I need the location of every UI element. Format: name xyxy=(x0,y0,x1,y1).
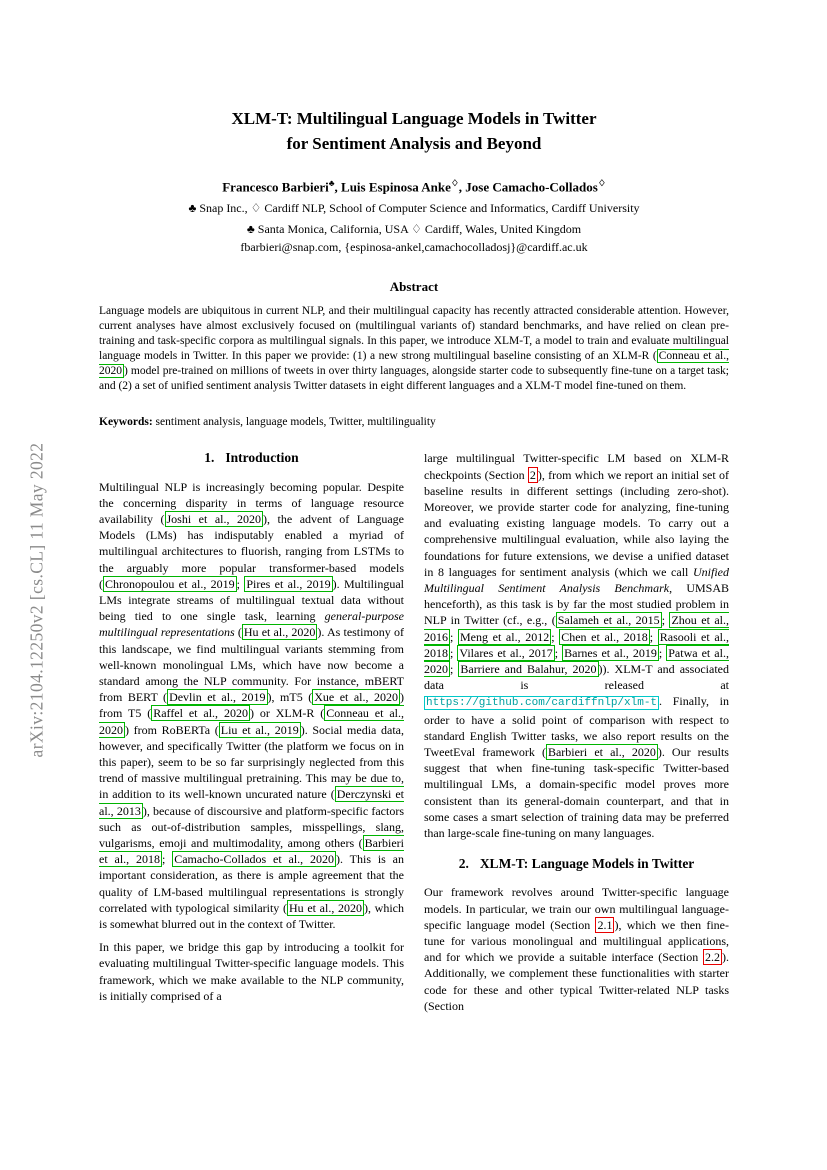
text-run: ♣ xyxy=(188,201,197,216)
external-url-link[interactable]: https://github.com/cardiffnlp/xlm-t xyxy=(426,697,658,710)
section-1-heading xyxy=(99,450,404,466)
text-run: ). Multilingual LMs integrate streams of multilingual textual data without being tied to one single task, learning xyxy=(99,576,404,624)
text-run: ). Additionally, we complement these functionalities with starter code for these and other typical Twitter-related NLP tasks (Section xyxy=(424,950,729,1013)
text-run: ♢ xyxy=(411,222,422,237)
citation-link[interactable]: Camacho-Collados et al., 2020 xyxy=(174,852,335,867)
author-affiliation-mark: ♢ xyxy=(597,178,606,188)
text-run: ; xyxy=(162,852,173,867)
text-run: . Finally, in order to have a solid point of comparison with respect to standard English Twitter tasks, we also report results on the TweetEval framework ( xyxy=(424,694,729,759)
text-run: , UMSAB henceforth), as this task is by far the most studied problem in NLP in Twitter (cf., e.g., ( xyxy=(424,580,729,628)
author-emails: fbarbieri@snap.com, {espinosa-ankel,camachocolladosj}@cardiff.ac.uk xyxy=(240,240,588,255)
text-run: Snap Inc., xyxy=(196,201,251,216)
text-run: )). XLM-T and associated data is released at xyxy=(424,661,729,693)
text-run: ) from RoBERTa ( xyxy=(125,722,219,737)
citation-link[interactable]: Chronopoulou et al., 2019 xyxy=(105,576,235,591)
text-run: Our framework revolves around Twitter-specific language models. In particular, we train our own multilingual language-specific language model (Section xyxy=(424,885,729,932)
text-run: ). As testimony of this landscape, we find multilingual variants stemming from well-known monolingual LMs, which have now become a standard among the NLP community. For instance, mBERT from BERT ( xyxy=(99,625,404,705)
citation-link[interactable]: Pires et al., 2019 xyxy=(246,576,331,591)
left-column xyxy=(99,450,404,1021)
citation-link[interactable]: Barnes et al., 2019 xyxy=(564,645,657,660)
citation-link[interactable]: Liu et al., 2019 xyxy=(220,722,299,737)
text-run: ; xyxy=(658,645,667,660)
two-column-body xyxy=(99,450,729,1021)
text-run: ; xyxy=(450,645,458,660)
title-line-1: XLM-T: Multilingual Language Models in Twitter xyxy=(231,109,597,128)
abstract-text xyxy=(99,304,729,394)
text-run: Santa Monica, California, USA xyxy=(254,222,412,237)
section-1-title: Introduction xyxy=(225,450,299,466)
text-run: In this paper, we bridge this gap by introducing a toolkit for evaluating multilingual Twitter-specific language models. This framework, which we make available to the NLP community, is initially comprised of a xyxy=(99,940,404,1003)
section-2-number: 2. xyxy=(458,856,469,872)
text-run: ), because of discoursive and platform-specific factors such as out-of-distribution samples, misspellings, slang, vulgarisms, emoji and multimodality, among others ( xyxy=(99,803,404,850)
citation-link[interactable]: Barbieri et al., 2018 xyxy=(99,836,404,867)
text-run: ♣ xyxy=(246,222,255,237)
text-run: large multilingual Twitter-specific LM based on XLM-R checkpoints (Section xyxy=(424,451,729,482)
author-affiliation-mark: ♣ xyxy=(328,178,335,188)
section-ref-link[interactable]: 2.1 xyxy=(597,917,613,932)
keywords-text: sentiment analysis, language models, Twitter, multilinguality xyxy=(152,416,436,429)
text-run: ; xyxy=(661,613,670,628)
authors-line xyxy=(99,178,729,195)
emphasized-text: general-purpose multilingual representations xyxy=(99,609,404,640)
abstract-heading: Abstract xyxy=(389,279,439,295)
emphasized-text: Unified Multilingual Sentiment Analysis Benchmark xyxy=(424,564,729,595)
citation-link[interactable]: Rasooli et al., 2018 xyxy=(424,629,730,660)
paper-content xyxy=(99,0,729,1021)
text-run: Francesco Barbieri xyxy=(222,179,329,195)
text-run: ; xyxy=(236,576,245,591)
text-run: ), from which we report an initial set of baseline results in different settings (including zero-shot). Moreover, we provide starter code for analyzing, fine-tuning and evaluating existing language models. To carry out a comprehensive multilingual evaluation, while also laying the foundations for future extensions, we devise a unified dataset in 8 languages for sentiment analysis (which we call xyxy=(424,467,729,579)
text-run: ), which is somewhat blurred out in the context of Twitter. xyxy=(99,900,404,932)
citation-link[interactable]: Devlin et al., 2019 xyxy=(169,690,266,705)
citation-link[interactable]: Joshi et al., 2020 xyxy=(166,511,262,526)
text-run: ). This is an important consideration, as there is ample agreement that the quality of LM-based multilingual representations is strongly correlated with typological similarity ( xyxy=(99,852,404,915)
text-run: Cardiff, Wales, United Kingdom xyxy=(421,222,582,237)
text-run: ) model pre-trained on millions of tweets in over thirty languages, alongside starter code to subsequently fine-tune on a target task; and (2) a set of unified sentiment analysis Twitter datasets in eight different languages and a XLM-T model fine-tuned on them. xyxy=(99,365,729,393)
text-run: ). Our results suggest that when fine-tuning task-specific Twitter-based multilingual LMs, a domain-specific model proves more consistent than its general-domain counterpart, and that in some cases a smart selection of training data may be preferred than large-scale fine-tuning on many languages. xyxy=(424,744,729,840)
text-run: ( xyxy=(234,625,242,640)
text-run: ), the advent of Language Models (LMs) has indisputably enabled a myriad of multilingual architectures to fluorish, ranging from LSTMs to the arguably more popular transformer-based models ( xyxy=(99,511,405,591)
citation-link[interactable]: Derczynski et al., 2013 xyxy=(99,787,404,818)
text-run: Cardiff NLP, School of Computer Science and Informatics, Cardiff University xyxy=(261,201,640,216)
text-run: , Jose Camacho-Collados xyxy=(458,179,598,195)
citation-link[interactable]: Hu et al., 2020 xyxy=(243,625,316,640)
right-column xyxy=(424,450,729,1021)
citation-link[interactable]: Conneau et al., 2020 xyxy=(99,706,404,737)
text-run: ). Social media data, however, and specifically Twitter (the platform we focus on in this paper), seem to be so far surprisingly neglected from this trend of massive multilingual pretraining. This may be due to, in addition to its well-known uncurated nature ( xyxy=(99,722,405,802)
paper-title xyxy=(99,106,729,156)
citation-link[interactable]: Barbieri et al., 2020 xyxy=(547,744,656,759)
affiliation-line-1 xyxy=(99,200,729,216)
text-run: ), which we then fine-tune for various monolingual and multilingual applications, and for which we provide a suitable interface (Section xyxy=(424,917,729,965)
keywords-label: Keywords: xyxy=(99,416,153,429)
text-run: , Luis Espinosa Anke xyxy=(334,179,451,195)
text-run: ; xyxy=(649,629,658,644)
text-run: ; xyxy=(450,661,459,676)
section-ref-link[interactable]: 2.2 xyxy=(705,950,720,965)
text-run: ) from T5 ( xyxy=(99,690,405,721)
section-1-number: 1. xyxy=(204,450,215,466)
text-run: ♢ xyxy=(250,201,262,216)
text-run: Language models are ubiquitous in current NLP, and their multilingual capacity has recently attracted considerable attention. However, current analyses have almost exclusively focused on (multilingual variants of) standard benchmarks, and have relied on clean pre-training and task-specific corpora as multilingual signals. In this paper, we introduce XLM-T, a model to train and evaluate multilingual language models in Twitter. In this paper we provide: (1) a new strong multilingual baseline consisting of an XLM-R ( xyxy=(99,305,729,363)
affiliation-line-2 xyxy=(99,221,729,237)
title-line-2: for Sentiment Analysis and Beyond xyxy=(286,134,542,153)
text-run: ; xyxy=(450,629,458,644)
citation-link[interactable]: Raffel et al., 2020 xyxy=(153,706,248,721)
citation-link[interactable]: Barriere and Balahur, 2020 xyxy=(460,661,597,676)
section-2-title: XLM-T: Language Models in Twitter xyxy=(479,856,695,872)
citation-link[interactable]: Zhou et al., 2016 xyxy=(424,613,730,644)
text-run: ), mT5 ( xyxy=(267,690,313,705)
citation-link[interactable]: Salameh et al., 2015 xyxy=(557,613,660,628)
section-2-paragraph-1 xyxy=(424,884,729,1014)
citation-link[interactable]: Patwa et al., 2020 xyxy=(424,645,729,676)
keywords-line xyxy=(99,416,729,428)
text-run: Multilingual NLP is increasingly becoming popular. Despite the concerning disparity in terms of language resource availability ( xyxy=(99,479,404,526)
section-ref-link[interactable]: 2 xyxy=(529,467,536,482)
citation-link[interactable]: Hu et al., 2020 xyxy=(288,900,362,915)
citation-link[interactable]: Conneau et al., 2020 xyxy=(99,350,730,378)
citation-link[interactable]: Meng et al., 2012 xyxy=(459,629,550,644)
author-affiliation-mark: ♢ xyxy=(450,178,459,188)
intro-paragraph-2-continued xyxy=(424,450,729,841)
citation-link[interactable]: Vilares et al., 2017 xyxy=(459,645,553,660)
text-run: ; xyxy=(551,629,560,644)
section-2-heading xyxy=(424,856,729,872)
intro-paragraph-2 xyxy=(99,939,404,1004)
citation-link[interactable]: Chen et al., 2018 xyxy=(561,629,648,644)
intro-paragraph-1 xyxy=(99,479,404,933)
text-run: ) or XLM-R ( xyxy=(249,706,325,721)
text-run: ; xyxy=(554,645,563,660)
citation-link[interactable]: Xue et al., 2020 xyxy=(314,690,399,705)
arxiv-watermark: arXiv:2104.12250v2 [cs.CL] 11 May 2022 xyxy=(26,442,47,758)
